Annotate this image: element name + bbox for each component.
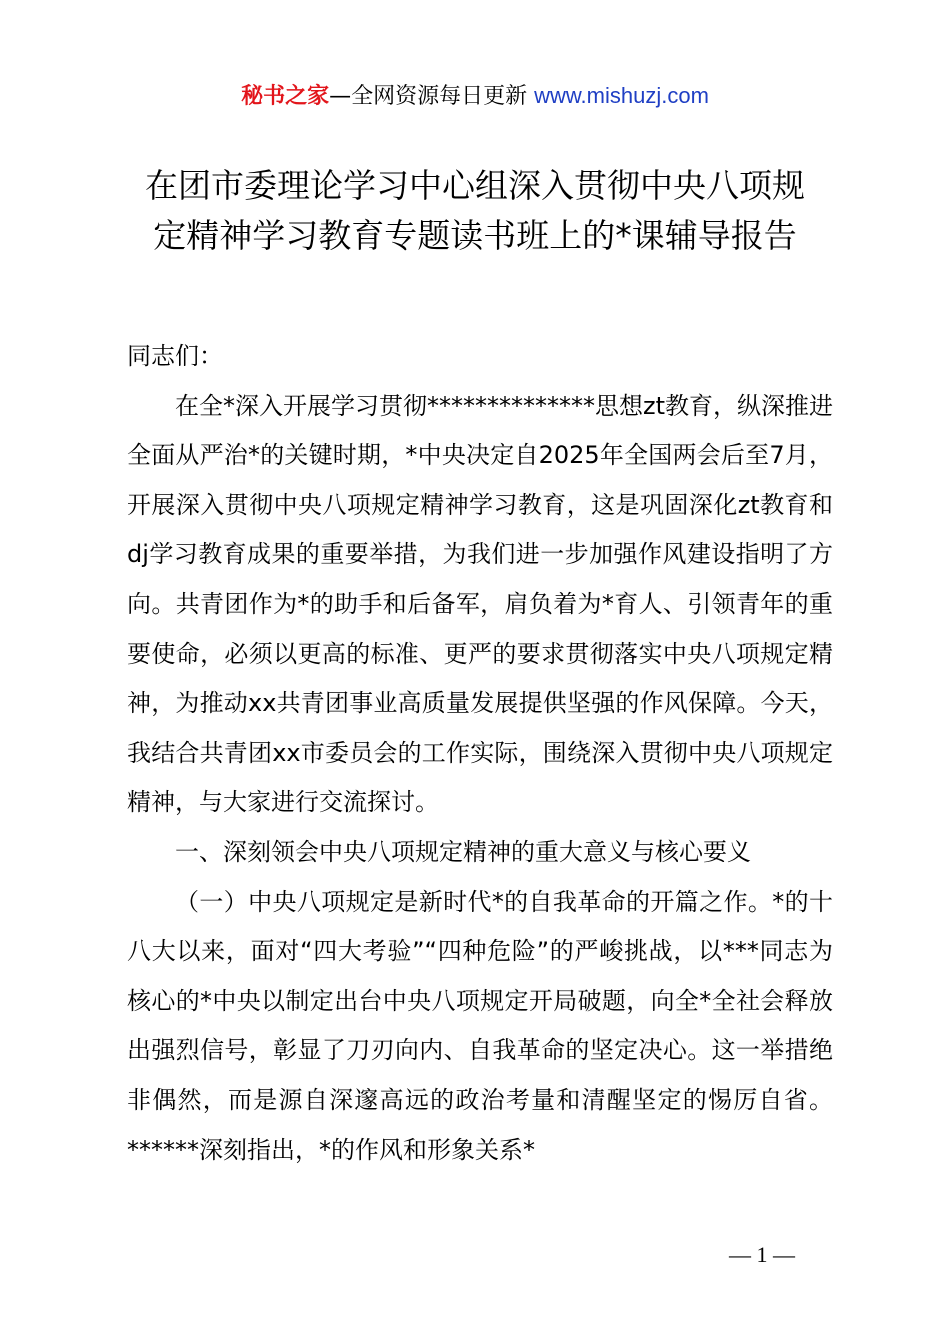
site-brand: 秘书之家 <box>241 84 330 109</box>
document-title <box>60 161 890 261</box>
page-number: — 1 — <box>729 1242 795 1267</box>
site-url-link[interactable]: www.mishuzj.com <box>534 83 709 108</box>
section-heading: 一、深刻领会中央八项规定精神的重大意义与核心要义 <box>175 837 751 866</box>
site-header <box>0 80 950 113</box>
greeting: 同志们： <box>127 342 223 370</box>
paragraph-intro: 在全*深入开展学习贯彻**************思想zt教育，纵深推进全面从严治*的关键时期，*中央决定自2025年全国两会后至7月，开展深入贯彻中央八项规定精神学习教育，这是巩固深化zt教育和dj学习教育成果的重要举措，为我们进一步加强作风建设指明了方向。共青团作为*的助手和后备军，肩负着为*育人、引领青年的重要使命，必须以更高的标准、更严的要求贯彻落实中央八项规定精神，为推动xx共青团事业高质量发展提供坚强的作风保障。今天，我结合共青团xx市委员会的工作实际，围绕深入贯彻中央八项规定精神，与大家进行交流探讨。 <box>127 391 834 817</box>
document-body <box>127 332 833 1175</box>
document-title-line-1: 在团市委理论学习中心组深入贯彻中央八项规 <box>145 166 805 205</box>
site-tagline: —全网资源每日更新 <box>329 84 528 109</box>
document-title-line-2: 定精神学习教育专题读书班上的*课辅导报告 <box>153 216 797 255</box>
paragraph-subsection-1: （一）中央八项规定是新时代*的自我革命的开篇之作。*的十八大以来，面对“四大考验”“四种危险”的严峻挑战，以***同志为核心的*中央以制定出台中央八项规定开局破题，向全*全社会释放出强烈信号，彰显了刀刃向内、自我革命的坚定决心。这一举措绝非偶然，而是源自深邃高远的政治考量和清醒坚定的惕厉自省。******深刻指出，*的作风和形象关系* <box>127 887 833 1164</box>
